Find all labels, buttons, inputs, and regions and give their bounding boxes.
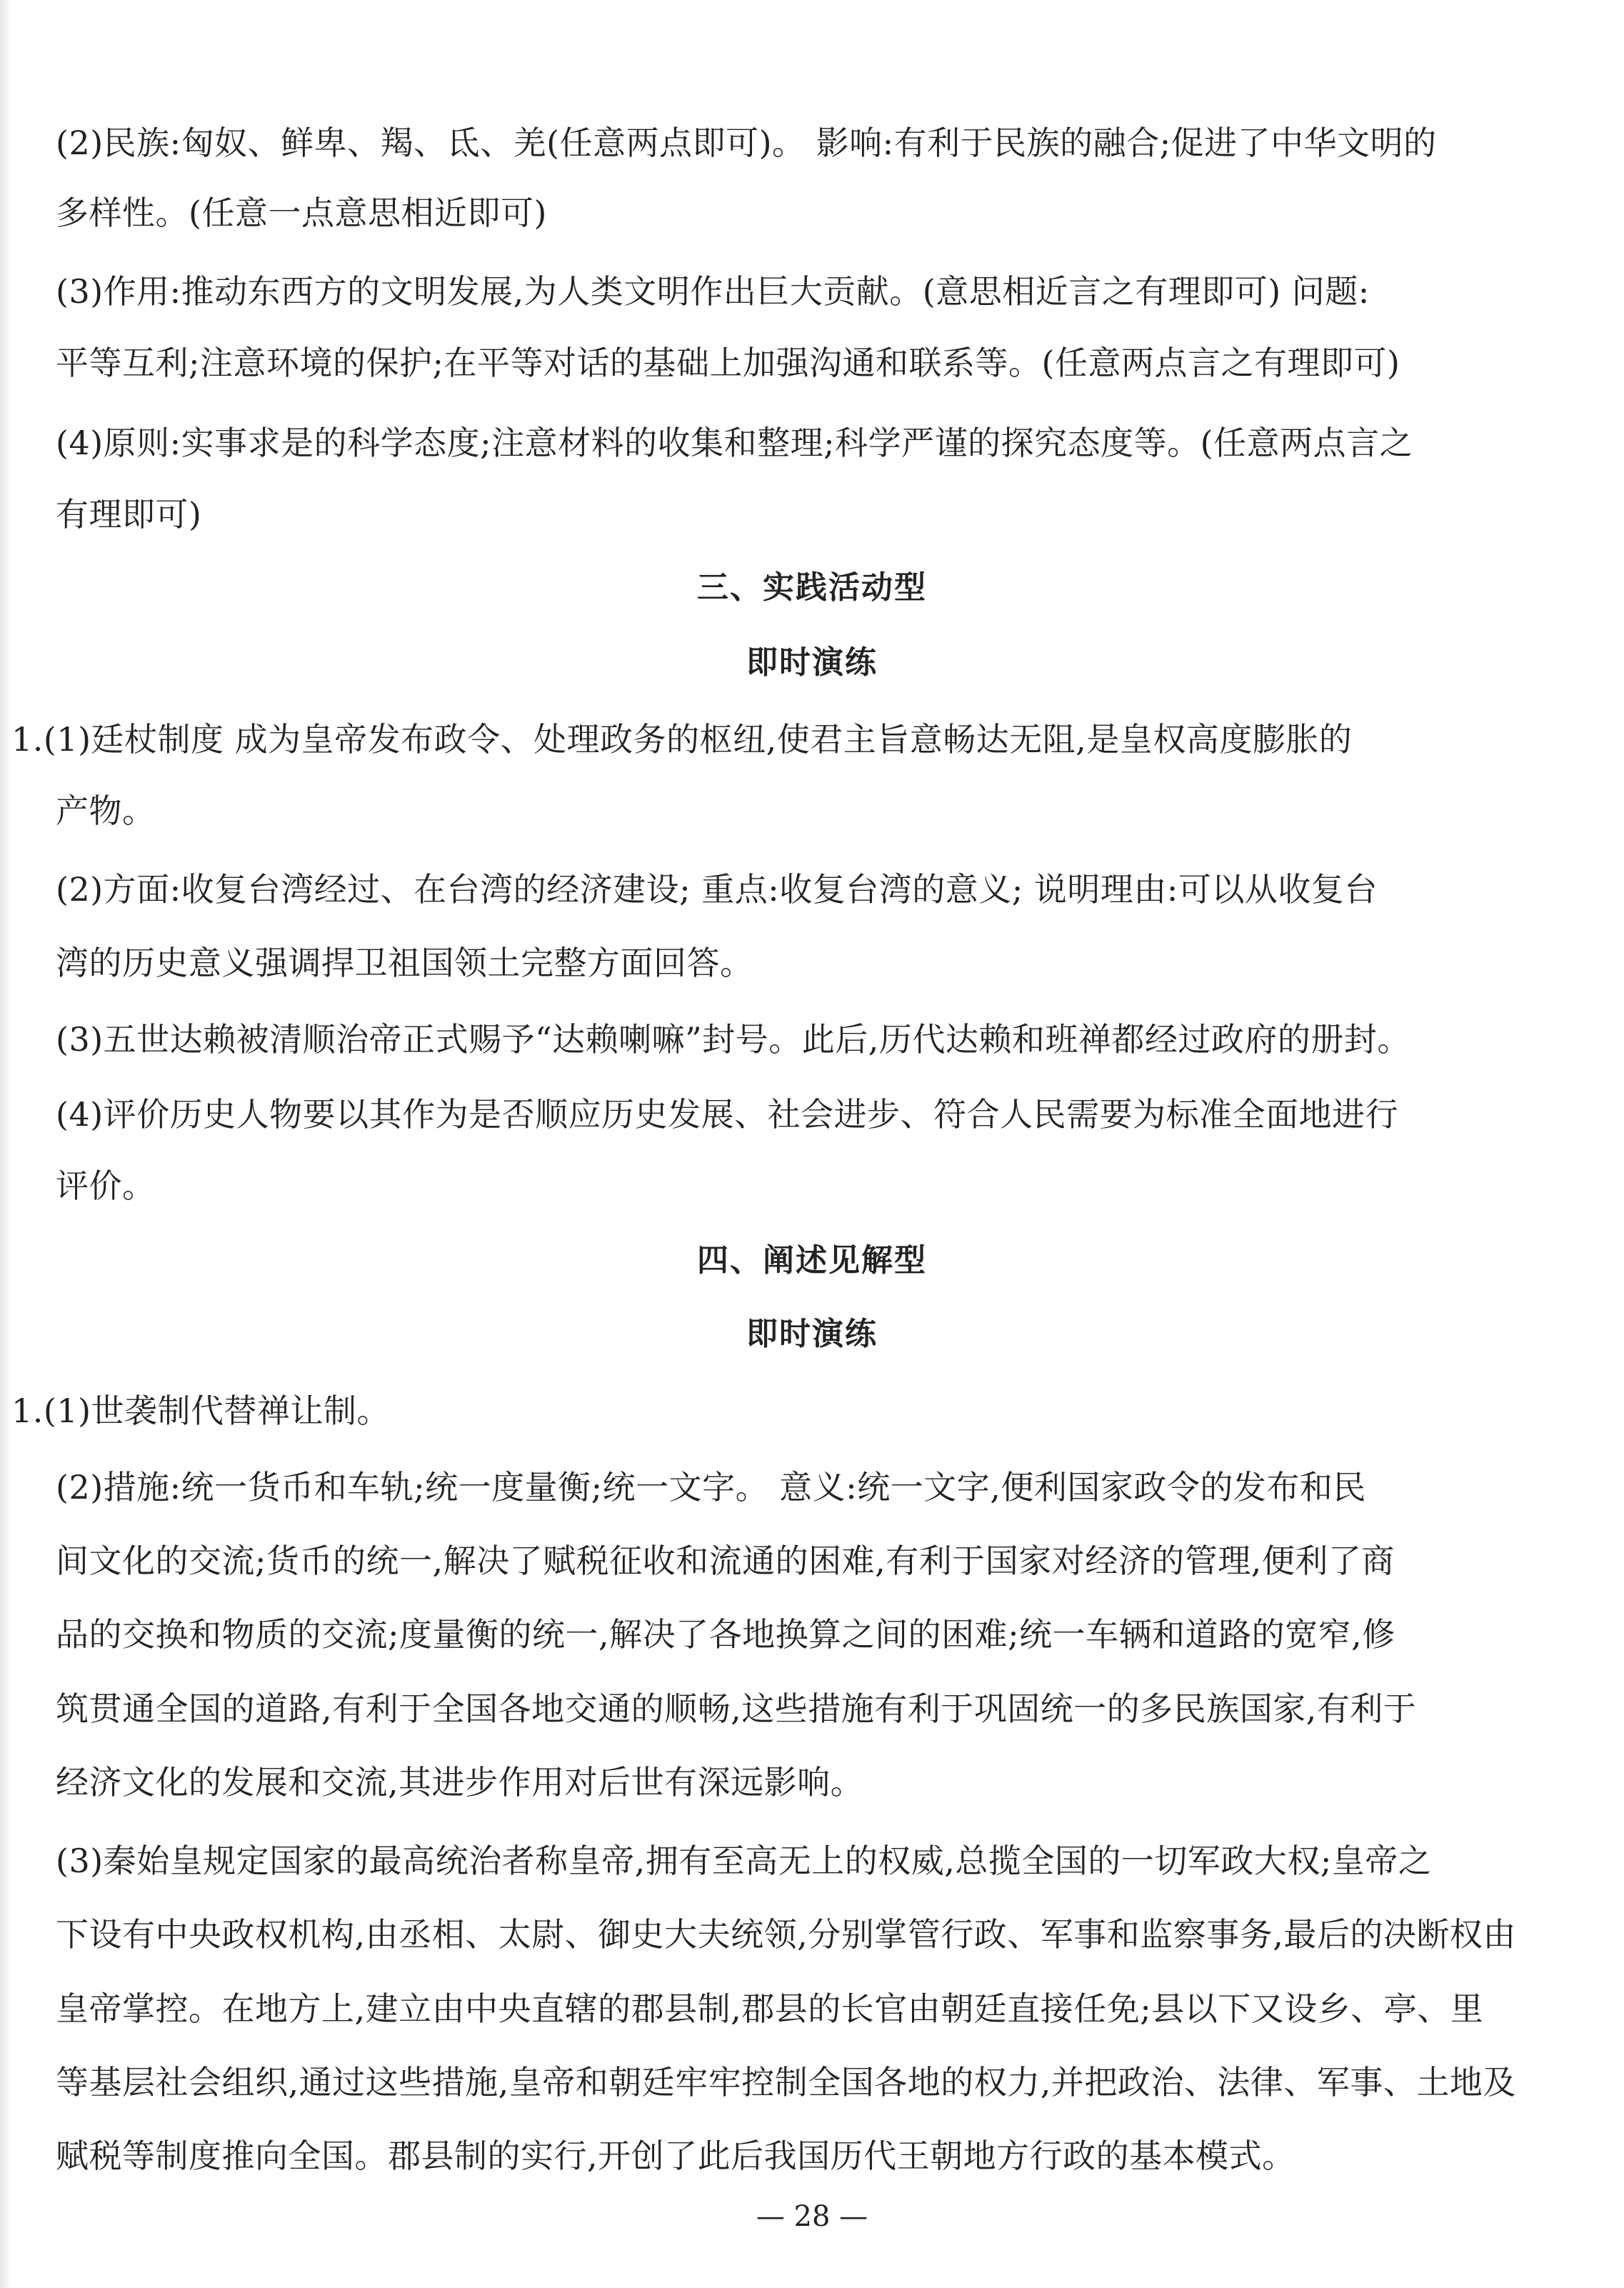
answer-line: (4)评价历史人物要以其作为是否顺应历史发展、社会进步、符合人民需要为标准全面地进行 xyxy=(56,1095,1399,1134)
answer-line: 等基层社会组织,通过这些措施,皇帝和朝廷牢牢控制全国各地的权力,并把政治、法律、军事、土地及 xyxy=(56,2063,1516,2102)
subsection-heading: 即时演练 xyxy=(746,1316,878,1352)
answer-line: 1.(1)廷杖制度 成为皇帝发布政令、处理政务的枢纽,使君主旨意畅达无阻,是皇权高度膨胀的 xyxy=(11,720,1353,759)
answer-line: 皇帝掌控。在地方上,建立由中央直辖的郡县制,郡县的长官由朝廷直接任免;县以下又设乡、亭、里 xyxy=(56,1989,1484,2028)
answer-line: 产物。 xyxy=(56,791,156,830)
answer-line: 间文化的交流;货币的统一,解决了赋税征收和流通的困难,有利于国家对经济的管理,便利了商 xyxy=(56,1542,1395,1580)
answer-line: 有理即可) xyxy=(56,495,202,534)
page-binding-edge xyxy=(0,0,11,2288)
answer-line: (3)秦始皇规定国家的最高统治者称皇帝,拥有至高无上的权威,总揽全国的一切军政大权;皇帝之 xyxy=(56,1842,1432,1880)
answer-line: 多样性。(任意一点意思相近即可) xyxy=(56,194,547,232)
answer-line: (2)措施:统一货币和车轨;统一度量衡;统一文字。 意义:统一文字,便利国家政令的发布和民 xyxy=(56,1468,1366,1507)
answer-line: (4)原则:实事求是的科学态度;注意材料的收集和整理;科学严谨的探究态度等。(任意两点言之 xyxy=(56,424,1413,462)
subsection-heading: 即时演练 xyxy=(746,644,878,681)
answer-line: 筑贯通全国的道路,有利于全国各地交通的顺畅,这些措施有利于巩固统一的多民族国家,有利于 xyxy=(56,1689,1417,1728)
answer-line: 品的交换和物质的交流;度量衡的统一,解决了各地换算之间的困难;统一车辆和道路的宽窄,修 xyxy=(56,1615,1395,1654)
answer-line: 下设有中央政权机构,由丞相、太尉、御史大夫统领,分别掌管行政、军事和监察事务,最后的决断权由 xyxy=(56,1915,1516,1954)
section-heading: 四、阐述见解型 xyxy=(697,1242,927,1279)
answer-line: (2)方面:收复台湾经过、在台湾的经济建设; 重点:收复台湾的意义; 说明理由:可以从收复台 xyxy=(56,870,1378,909)
answer-line: 1.(1)世袭制代替禅让制。 xyxy=(11,1392,391,1430)
answer-line: (3)五世达赖被清顺治帝正式赐予“达赖喇嘛”封号。此后,历代达赖和班禅都经过政府的册封。 xyxy=(56,1020,1410,1059)
answer-line: 赋税等制度推向全国。郡县制的实行,开创了此后我国历代王朝地方行政的基本模式。 xyxy=(56,2137,1295,2175)
answer-line: 评价。 xyxy=(56,1167,156,1205)
page-number: — 28 — xyxy=(756,2200,868,2233)
answer-line: 平等互利;注意环境的保护;在平等对话的基础上加强沟通和联系等。(任意两点言之有理即可) xyxy=(56,344,1400,382)
answer-line: (3)作用:推动东西方的文明发展,为人类文明作出巨大贡献。(意思相近言之有理即可) 问题: xyxy=(56,272,1370,311)
answer-line: 经济文化的发展和交流,其进步作用对后世有深远影响。 xyxy=(56,1763,864,1802)
answer-line: (2)民族:匈奴、鲜卑、羯、氐、羌(任意两点即可)。 影响:有利于民族的融合;促进了中华文明的 xyxy=(56,124,1437,162)
answer-line: 湾的历史意义强调捍卫祖国领土完整方面回答。 xyxy=(56,944,753,982)
section-heading: 三、实践活动型 xyxy=(697,569,927,606)
